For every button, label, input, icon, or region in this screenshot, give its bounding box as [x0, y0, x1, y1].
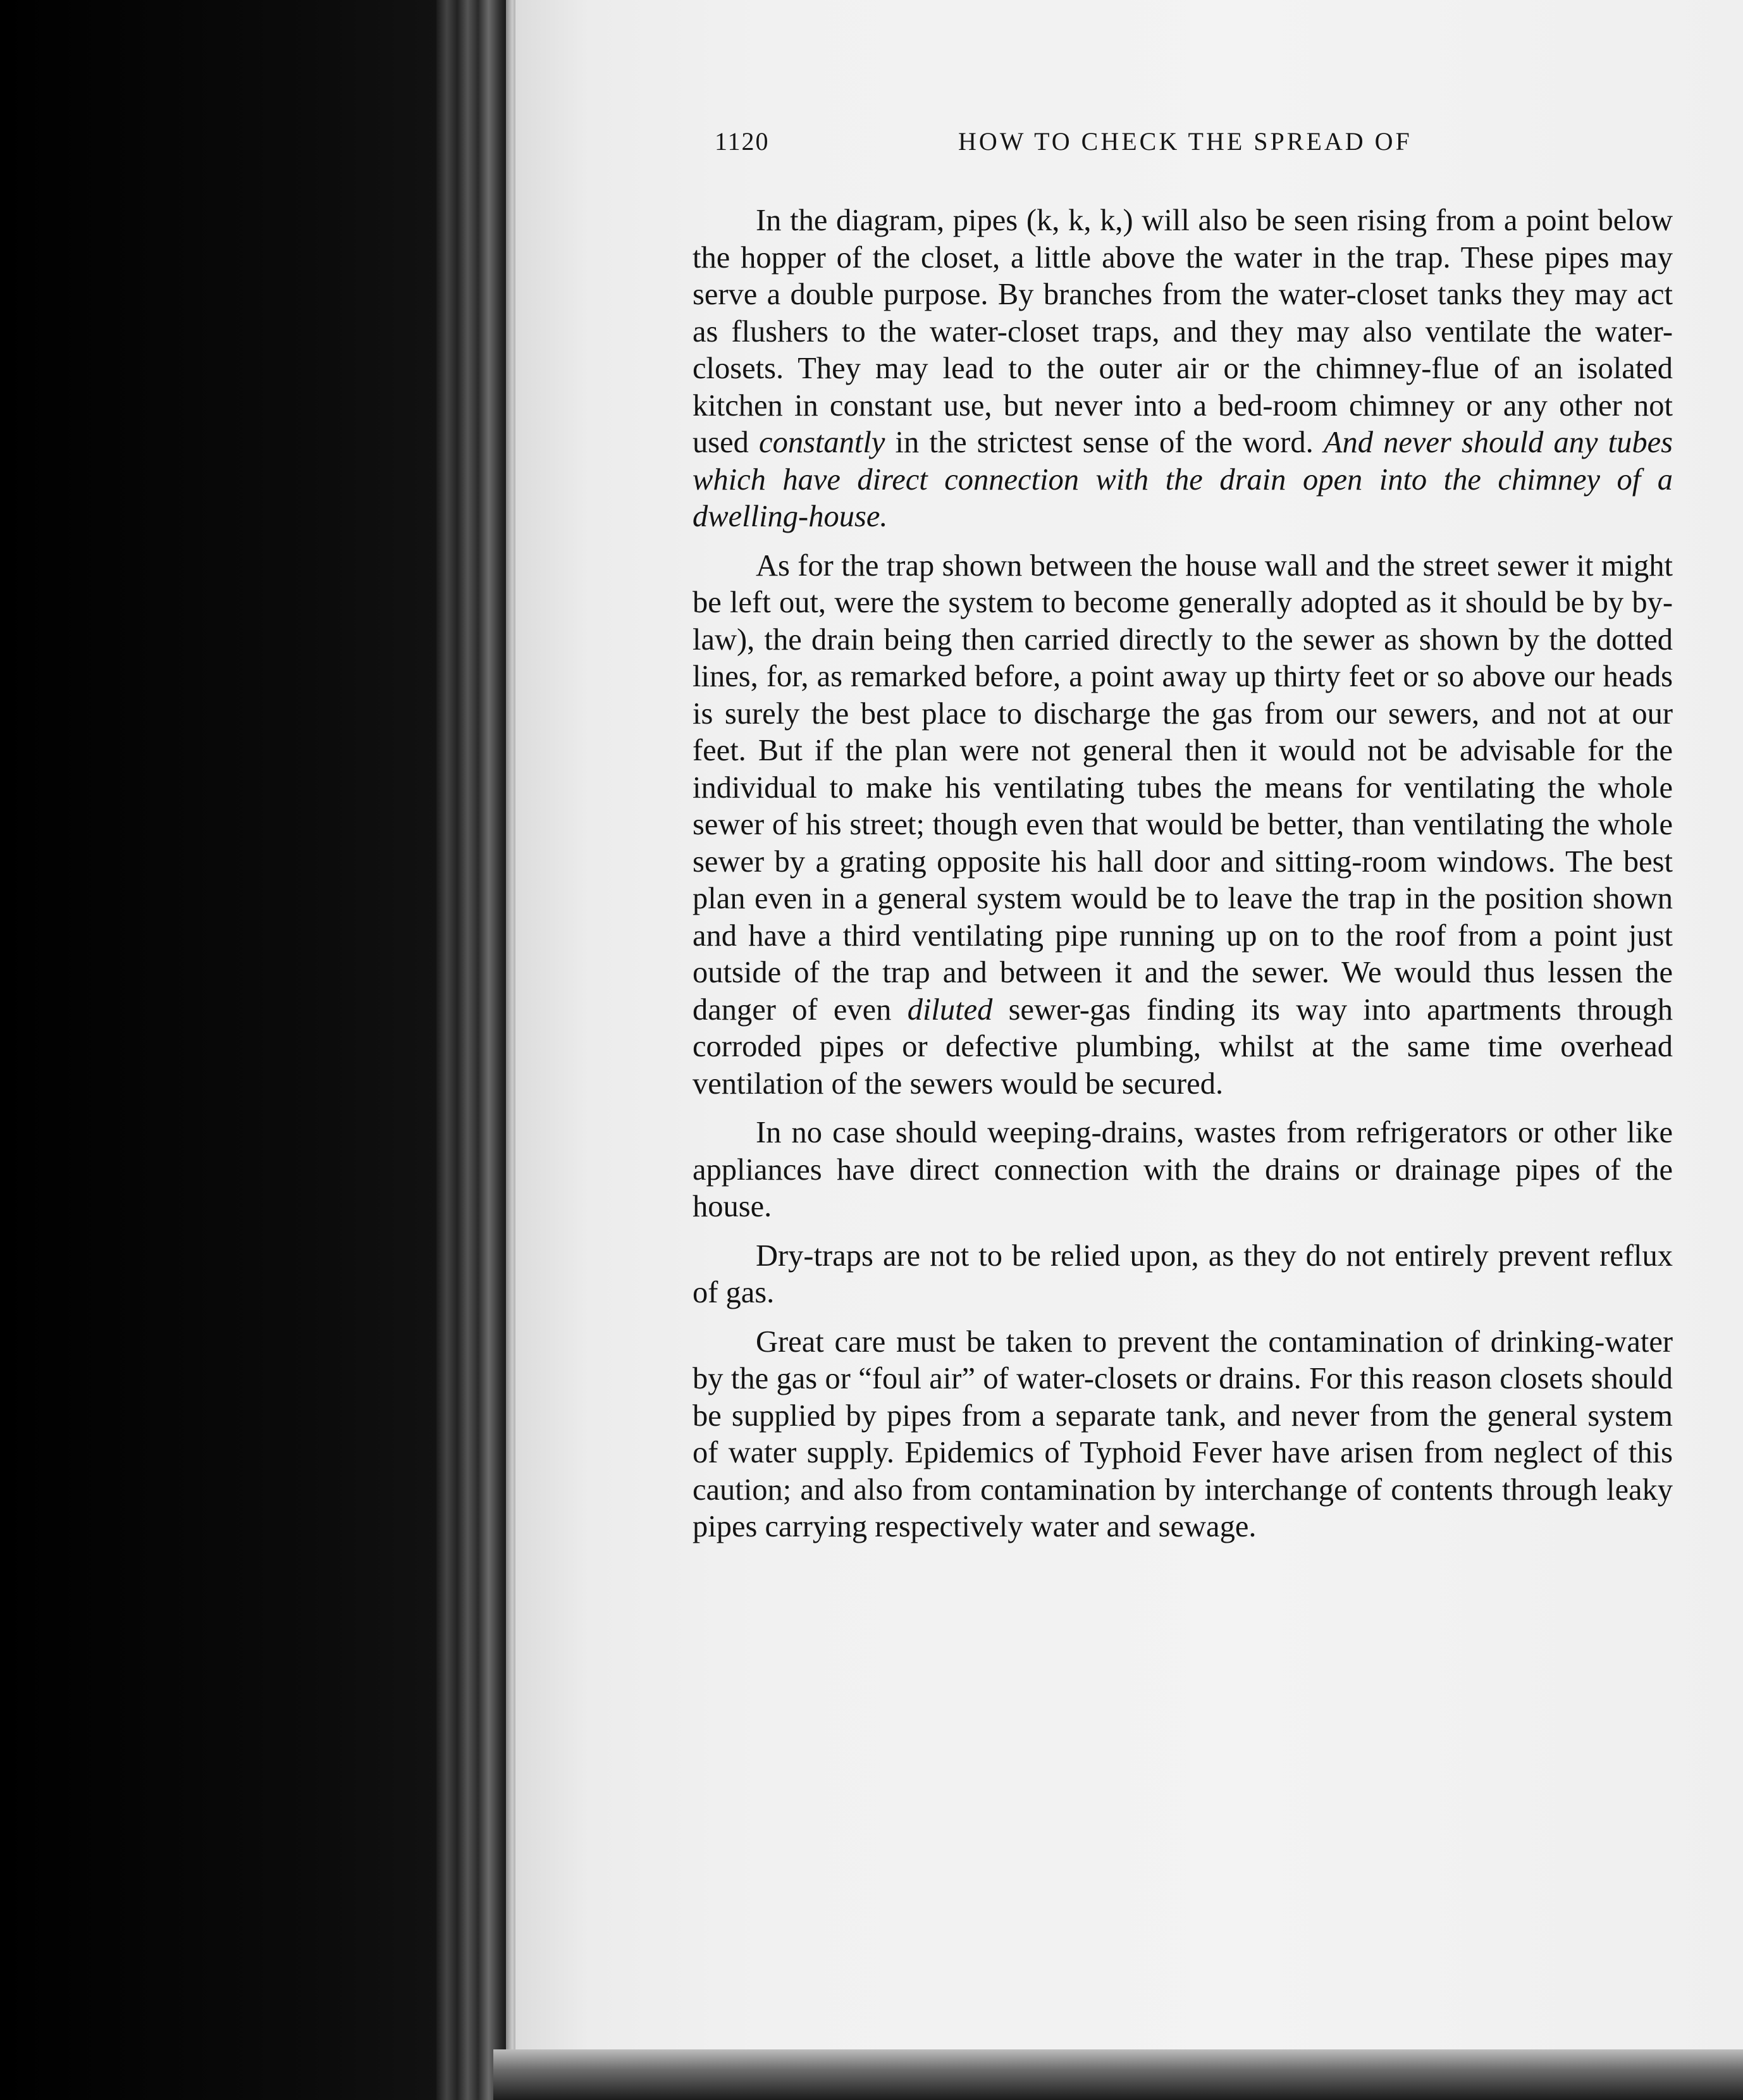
- paragraph-2-text-a: As for the trap shown between the house wall and the street sewer it might be left out, were the system to become generally adopted as it should be by by-law), the drain being then carried directly to the sewer as shown by the dotted lines, for, as remarked before, a point away up thirty feet or so above our heads is surely the best place to discharge the gas from our sewers, and not at our feet. But if the plan were not general then it would not be advisable for the individual to make his ventilating tubes the means for ventilating the whole sewer of his street; though even that would be better, than ventilating the whole sewer by a grating opposite his hall door and sitting-room windows. The best plan even in a general system would be to leave the trap in the position shown and have a third ventilating pipe running up on to the roof from a point just outside of the trap and between it and the sewer. We would thus lessen the danger of even: [693, 548, 1673, 1027]
- paragraph-4: Dry-traps are not to be relied upon, as they do not entirely prevent reflux of gas.: [693, 1238, 1673, 1309]
- paragraph-2: [693, 548, 1673, 1103]
- paragraph-5: Great care must be taken to prevent the contamination of drinking-water by the gas or “foul air” of water-closets or drains. For this reason closets should be supplied by pipes from a separate tank, and never from the general system of water supply. Epidemics of Typhoid Fever have arisen from neglect of this caution; and also from contamination by interchange of contents through leaky pipes carrying respectively water and sewage.: [693, 1325, 1673, 1543]
- paragraph-2-italic: diluted: [907, 992, 993, 1027]
- paragraph-3: In no case should weeping-drains, wastes from refrigerators or other like appliances have direct connection with the drains or drainage pipes of the house.: [693, 1116, 1673, 1223]
- book-spine: [436, 0, 506, 2100]
- paragraph-1: [693, 202, 1673, 536]
- running-head: [715, 127, 1701, 164]
- paragraph-1-text-b: in the strictest sense of the word.: [885, 426, 1324, 459]
- paragraph-1-italic-b: And never should any tubes which have direct connection with the drain open into the chimney of a dwelling-house.: [693, 426, 1673, 533]
- paragraph-1-italic-a: constantly: [759, 426, 885, 459]
- book-cover-background: [0, 0, 443, 2100]
- page-number: 1120: [715, 127, 770, 156]
- running-title: HOW TO CHECK THE SPREAD OF: [958, 127, 1412, 156]
- paragraph-1-text-a: In the diagram, pipes (k, k, k,) will also be seen rising from a point below the hopper of the closet, a little above the water in the trap. These pipes may serve a double purpose. By branches from the water-closet tanks they may act as flushers to the water-closet traps, and they may also ventilate the water-closets. They may lead to the outer air or the chimney-flue of an isolated kitchen in constant use, but never into a bed-room chimney or any other not used: [693, 204, 1673, 459]
- body-text: [693, 202, 1673, 1558]
- page-bottom-edge: [493, 2049, 1743, 2100]
- paragraph-2-text-b: sewer-gas finding its way into apartments through corroded pipes or defective plumbing, whilst at the same time overhead ventilation of the sewers would be secured.: [693, 992, 1673, 1101]
